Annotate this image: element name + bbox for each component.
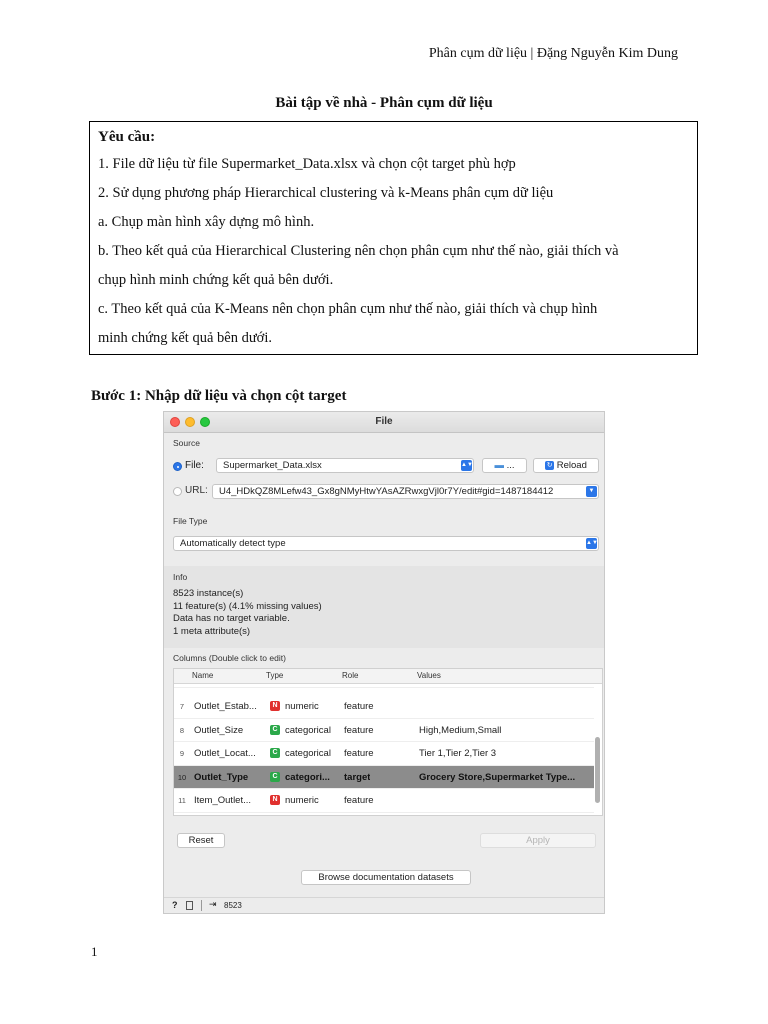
apply-button[interactable]: Apply: [480, 833, 596, 848]
row-number: 7: [179, 702, 185, 711]
requirements-box: [89, 121, 698, 355]
info-line: 1 meta attribute(s): [173, 625, 251, 637]
file-widget-screenshot: [163, 411, 605, 914]
table-row[interactable]: [174, 789, 594, 813]
reload-icon: ↻: [546, 461, 553, 469]
requirements-heading: Yêu cầu:: [98, 129, 156, 145]
column-header-role[interactable]: Role: [342, 671, 359, 680]
table-row[interactable]: [174, 719, 594, 743]
row-name: Outlet_Size: [194, 724, 244, 736]
browse-documentation-button[interactable]: Browse documentation datasets: [301, 870, 471, 885]
output-count: 8523: [224, 901, 242, 910]
numeric-type-icon: N: [270, 795, 280, 805]
info-line: Data has no target variable.: [173, 613, 290, 624]
row-number: 11: [178, 796, 186, 805]
status-bar: [164, 897, 604, 914]
file-type-combo[interactable]: [173, 536, 599, 551]
requirement-line: a. Chụp màn hình xây dựng mô hình.: [98, 214, 315, 230]
chevron-down-icon: ▼: [586, 486, 597, 497]
requirement-line: 1. File dữ liệu từ file Supermarket_Data.xlsx và chọn cột target phù hợp: [98, 156, 516, 172]
row-name: Outlet_Estab...: [194, 701, 257, 712]
row-role: target: [344, 771, 371, 783]
requirement-line: b. Theo kết quả của Hierarchical Clustering nên chọn phân cụm như thế nào, giải thích và: [98, 243, 619, 259]
row-values: Tier 1,Tier 2,Tier 3: [419, 748, 497, 759]
file-radio[interactable]: [173, 462, 182, 471]
page-number: 1: [91, 944, 98, 959]
row-values: Grocery Store,Supermarket Type...: [419, 771, 576, 783]
row-number: 10: [177, 772, 187, 782]
row-type: numeric: [285, 795, 319, 806]
reload-button-label: Reload: [556, 460, 587, 471]
source-label: Source: [173, 438, 200, 448]
chevron-updown-icon: ▲▼: [586, 538, 597, 549]
requirement-line: c. Theo kết quả của K-Means nên chọn phân cụm như thế nào, giải thích và chụp hình: [98, 301, 598, 317]
row-type: categorical: [285, 724, 331, 736]
row-name: Outlet_Locat...: [194, 748, 256, 759]
row-type: categorical: [285, 748, 331, 759]
info-line: 8523 instance(s): [173, 588, 244, 599]
row-name: Outlet_Type: [194, 771, 249, 783]
table-row-selected[interactable]: [174, 766, 594, 790]
row-number: 8: [179, 725, 185, 735]
running-header: Phân cụm dữ liệu | Đặng Nguyễn Kim Dung: [428, 46, 678, 61]
window-titlebar: [164, 412, 604, 433]
numeric-type-icon: N: [270, 701, 280, 711]
requirement-line: chụp hình minh chứng kết quả bên dưới.: [98, 272, 334, 288]
file-combo-value: Supermarket_Data.xlsx: [223, 460, 322, 471]
row-role: feature: [344, 795, 374, 806]
file-type-label: File Type: [173, 516, 208, 526]
file-type-value: Automatically detect type: [180, 538, 286, 549]
info-text: [173, 588, 322, 638]
status-divider: [201, 900, 202, 911]
table-row[interactable]: [174, 742, 594, 766]
row-values: High,Medium,Small: [419, 724, 502, 736]
columns-label: Columns (Double click to edit): [173, 653, 286, 663]
row-role: feature: [344, 724, 374, 736]
table-scrollbar[interactable]: [595, 737, 600, 803]
info-label: Info: [173, 572, 188, 582]
window-title: File: [375, 416, 393, 427]
column-header-values[interactable]: Values: [417, 671, 441, 680]
column-header-type[interactable]: Type: [266, 671, 284, 680]
url-combo[interactable]: [212, 484, 599, 499]
help-icon[interactable]: ?: [172, 900, 178, 910]
reset-button[interactable]: Reset: [177, 833, 225, 848]
row-number: 9: [179, 749, 185, 758]
table-row[interactable]: [174, 695, 594, 719]
url-radio[interactable]: [173, 487, 182, 496]
file-radio-label: File:: [185, 460, 204, 471]
categorical-type-icon: C: [270, 772, 280, 782]
row-role: feature: [344, 701, 374, 712]
document-title: Bài tập về nhà - Phân cụm dữ liệu: [275, 95, 493, 111]
columns-table[interactable]: [173, 668, 603, 816]
file-combo[interactable]: [216, 458, 474, 473]
table-row-partial: [174, 680, 594, 688]
categorical-type-icon: C: [270, 725, 280, 735]
row-type: numeric: [285, 701, 319, 712]
info-line: 11 feature(s) (4.1% missing values): [173, 600, 322, 612]
column-header-name[interactable]: Name: [192, 671, 214, 680]
categorical-type-icon: C: [270, 748, 280, 758]
row-name: Item_Outlet...: [194, 795, 252, 806]
url-combo-value: U4_HDkQZ8MLefw43_Gx8gNMyHtwYAsAZRwxgVjl0r7Y/edit#gid=1487184412: [219, 486, 554, 497]
row-role: feature: [344, 748, 374, 759]
browse-file-button[interactable]: [482, 458, 527, 473]
chevron-updown-icon: ▲▼: [461, 460, 472, 471]
browse-button-label: ...: [506, 460, 515, 471]
requirement-line: 2. Sử dụng phương pháp Hierarchical clustering và k-Means phân cụm dữ liệu: [98, 185, 554, 201]
step1-title: Bước 1: Nhập dữ liệu và chọn cột target: [91, 388, 347, 404]
url-radio-label: URL:: [185, 485, 208, 496]
reload-button[interactable]: [533, 458, 599, 473]
row-type: categori...: [285, 771, 330, 783]
requirement-line: minh chứng kết quả bên dưới.: [98, 330, 272, 346]
output-icon: ⇥: [209, 899, 217, 909]
report-icon[interactable]: [186, 901, 193, 910]
folder-icon: ▬: [494, 460, 504, 471]
